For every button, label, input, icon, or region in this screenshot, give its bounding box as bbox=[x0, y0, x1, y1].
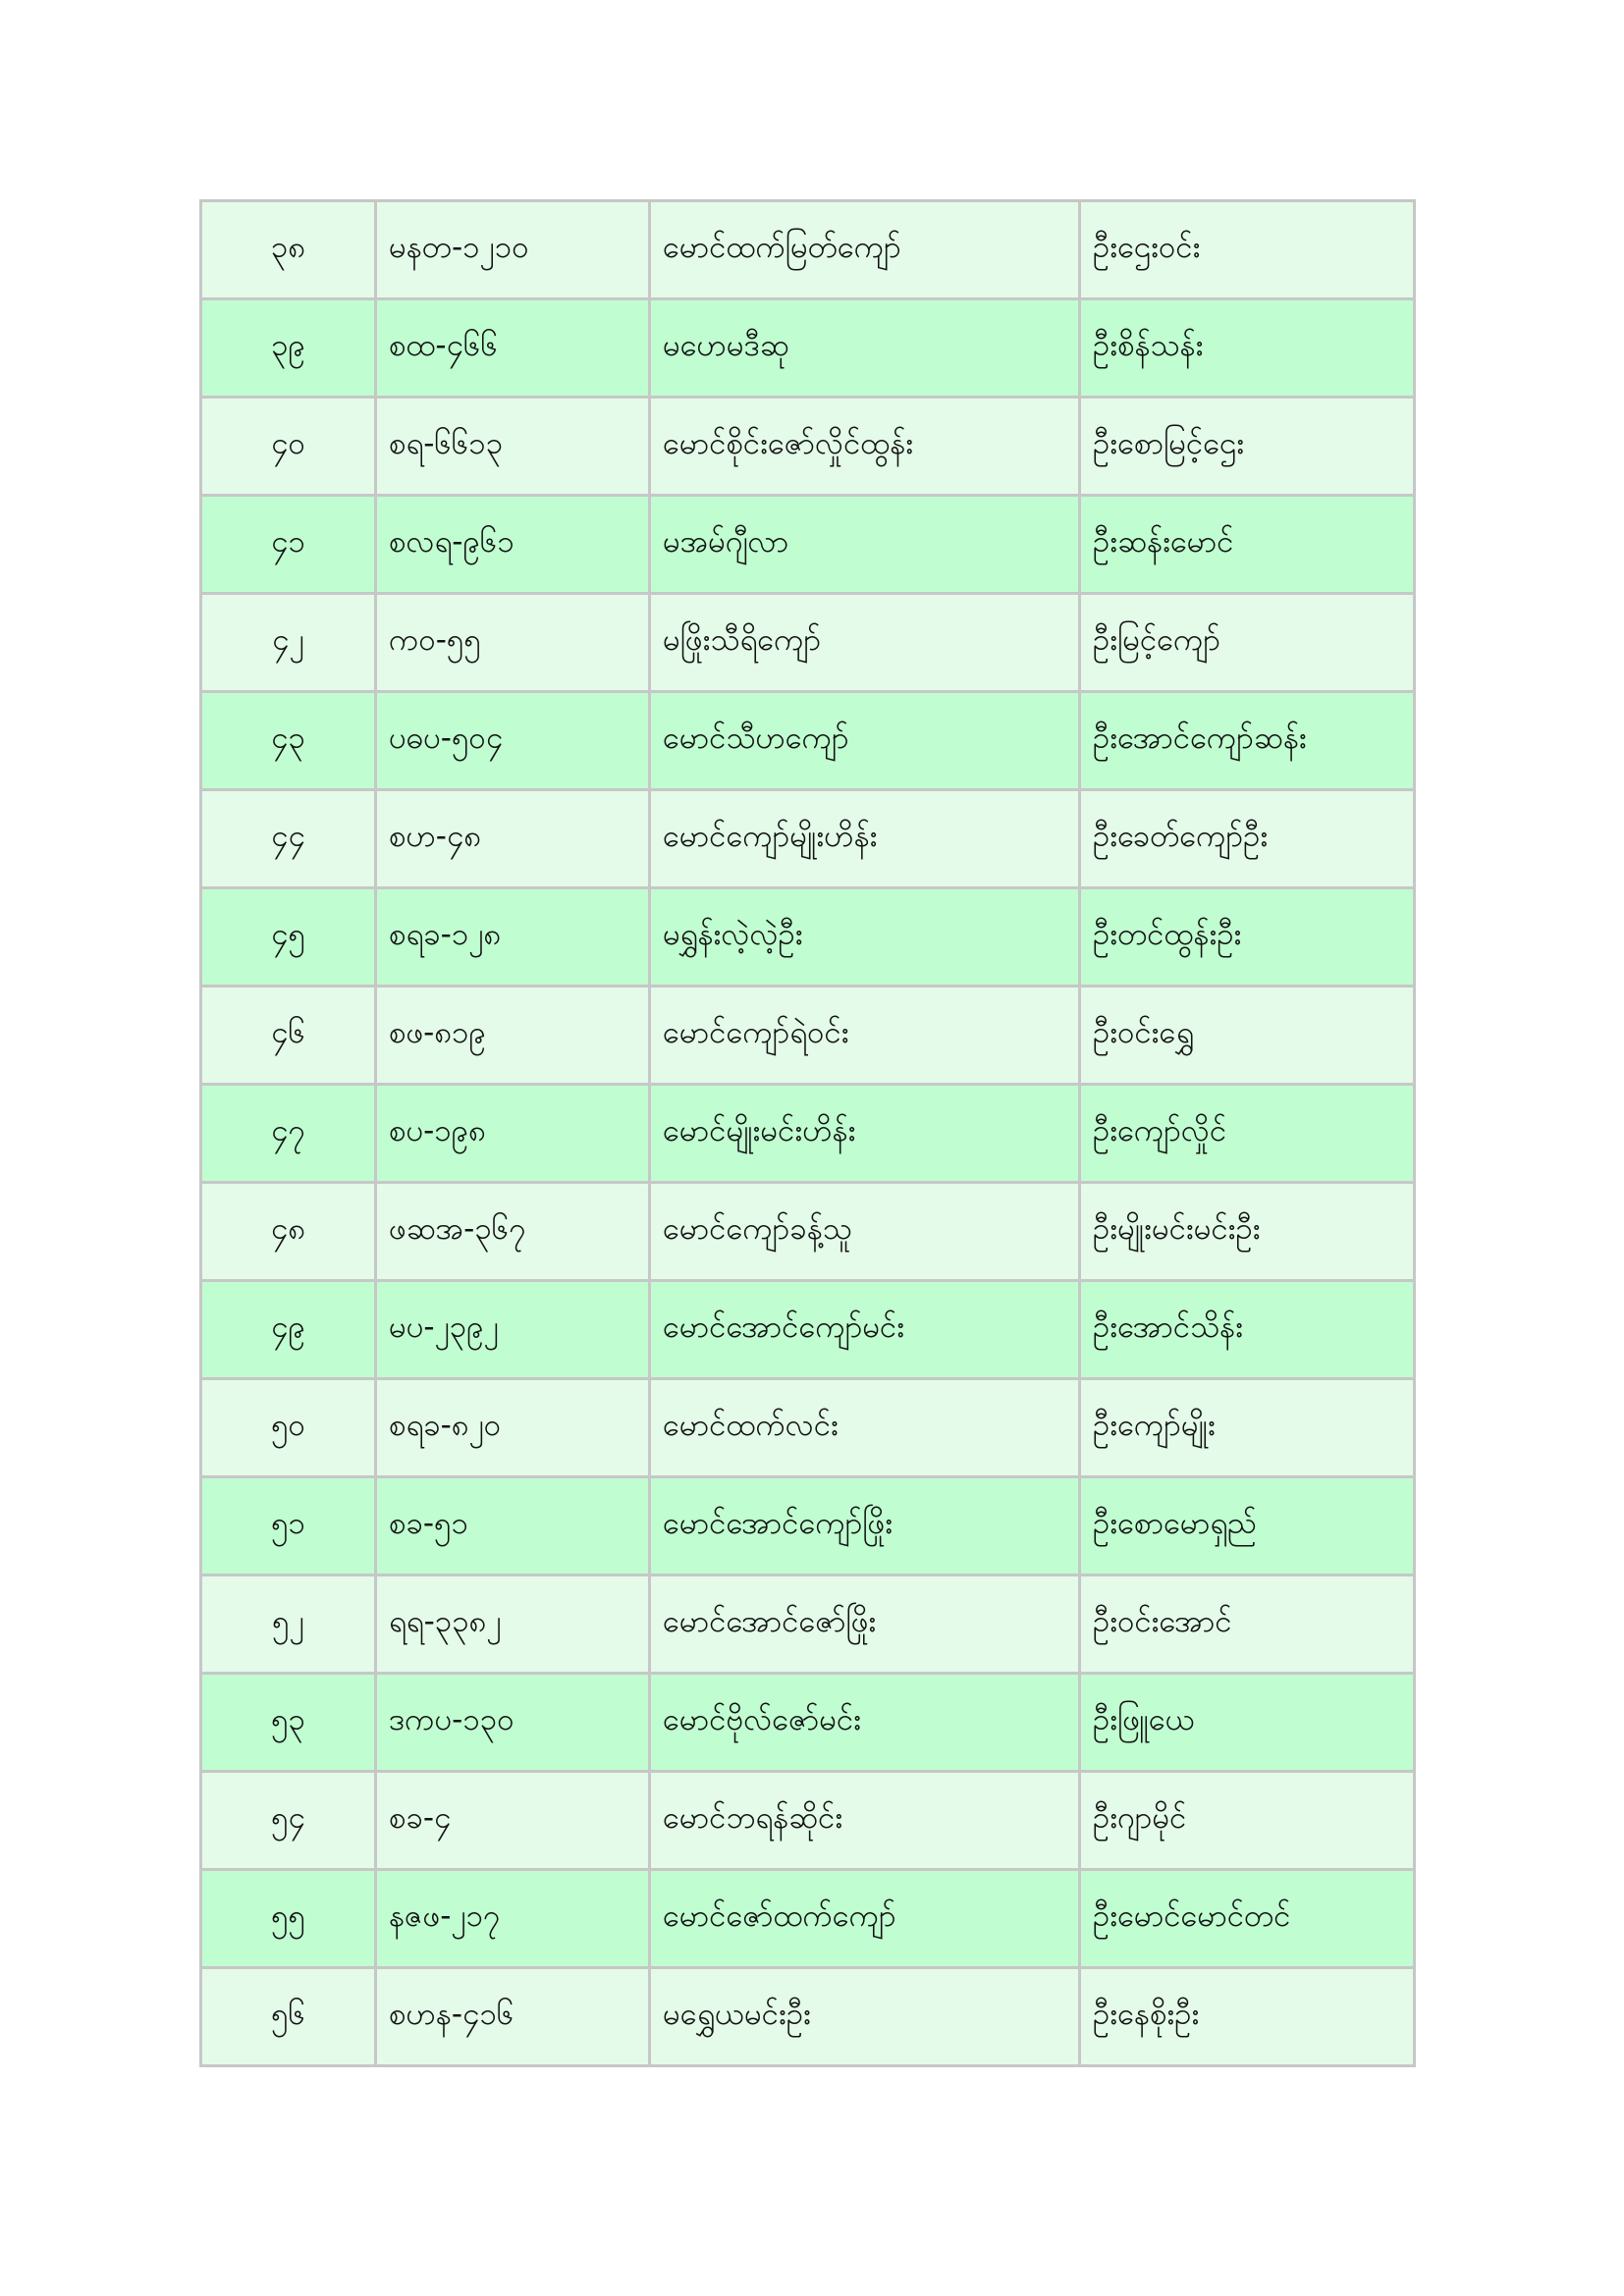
roster-body bbox=[201, 201, 1415, 2066]
table-row bbox=[201, 888, 1415, 987]
serial-number-cell: ၅၀ bbox=[201, 1379, 376, 1477]
serial-number-cell: ၅၂ bbox=[201, 1575, 376, 1674]
table-row bbox=[201, 496, 1415, 594]
registration-number-cell: စခ-၅၁ bbox=[376, 1477, 650, 1575]
father-name-cell: ဦးအောင်သိန်း bbox=[1080, 1281, 1415, 1379]
father-name-cell: ဦးစောမြင့်ဌေး bbox=[1080, 398, 1415, 496]
serial-number-cell: ၄၀ bbox=[201, 398, 376, 496]
registration-number-cell: မပ-၂၃၉၂ bbox=[376, 1281, 650, 1379]
father-name-cell: ဦးမျိုးမင်းမင်းဦး bbox=[1080, 1183, 1415, 1281]
table-row bbox=[201, 1379, 1415, 1477]
student-name-cell: မောင်ကျော်မျိုးဟိန်း bbox=[650, 790, 1080, 888]
father-name-cell: ဦးဆန်းမောင် bbox=[1080, 496, 1415, 594]
student-name-cell: မောင်ဘရန်ဆိုင်း bbox=[650, 1772, 1080, 1870]
table-row bbox=[201, 790, 1415, 888]
serial-number-cell: ၄၅ bbox=[201, 888, 376, 987]
father-name-cell: ဦးဝင်းအောင် bbox=[1080, 1575, 1415, 1674]
serial-number-cell: ၃၉ bbox=[201, 299, 376, 398]
serial-number-cell: ၄၉ bbox=[201, 1281, 376, 1379]
serial-number-cell: ၃၈ bbox=[201, 201, 376, 299]
student-name-cell: မဟေမဒီဆု bbox=[650, 299, 1080, 398]
serial-number-cell: ၄၃ bbox=[201, 692, 376, 790]
student-name-cell: မောင်ထက်လင်း bbox=[650, 1379, 1080, 1477]
father-name-cell: ဦးအောင်ကျော်ဆန်း bbox=[1080, 692, 1415, 790]
student-name-cell: မောင်ဇော်ထက်ကျော် bbox=[650, 1870, 1080, 1968]
father-name-cell: ဦးကျော်လှိုင် bbox=[1080, 1085, 1415, 1183]
father-name-cell: ဦးကျော်မျိုး bbox=[1080, 1379, 1415, 1477]
serial-number-cell: ၄၇ bbox=[201, 1085, 376, 1183]
serial-number-cell: ၅၁ bbox=[201, 1477, 376, 1575]
father-name-cell: ဦးဂျာမိုင် bbox=[1080, 1772, 1415, 1870]
table-row bbox=[201, 1477, 1415, 1575]
student-name-cell: မောင်အောင်ဇော်ဖြိုး bbox=[650, 1575, 1080, 1674]
student-name-cell: မရွှေယမင်းဦး bbox=[650, 1968, 1080, 2066]
table-row bbox=[201, 1870, 1415, 1968]
serial-number-cell: ၅၃ bbox=[201, 1674, 376, 1772]
father-name-cell: ဦးစောမောရှည် bbox=[1080, 1477, 1415, 1575]
student-name-cell: မဖြိုးသီရိကျော် bbox=[650, 594, 1080, 692]
serial-number-cell: ၄၄ bbox=[201, 790, 376, 888]
serial-number-cell: ၄၂ bbox=[201, 594, 376, 692]
table-row bbox=[201, 1183, 1415, 1281]
student-name-cell: မောင်မျိုးမင်းဟိန်း bbox=[650, 1085, 1080, 1183]
table-row bbox=[201, 299, 1415, 398]
registration-number-cell: စဟ-၄၈ bbox=[376, 790, 650, 888]
registration-number-cell: စဟန-၄၁၆ bbox=[376, 1968, 650, 2066]
registration-number-cell: ဒကပ-၁၃၀ bbox=[376, 1674, 650, 1772]
registration-number-cell: စရ-၆၆၁၃ bbox=[376, 398, 650, 496]
registration-number-cell: စပ-၁၉၈ bbox=[376, 1085, 650, 1183]
serial-number-cell: ၅၄ bbox=[201, 1772, 376, 1870]
table-row bbox=[201, 1772, 1415, 1870]
registration-number-cell: ပဓပ-၅၀၄ bbox=[376, 692, 650, 790]
student-name-cell: မရွှန်းလဲ့လဲ့ဦး bbox=[650, 888, 1080, 987]
registration-number-cell: ဖဆအ-၃၆၇ bbox=[376, 1183, 650, 1281]
registration-number-cell: စလရ-၉၆၁ bbox=[376, 496, 650, 594]
serial-number-cell: ၄၆ bbox=[201, 987, 376, 1085]
father-name-cell: ဦးမြင့်ကျော် bbox=[1080, 594, 1415, 692]
table-row bbox=[201, 594, 1415, 692]
student-name-cell: မောင်ထက်မြတ်ကျော် bbox=[650, 201, 1080, 299]
student-name-cell: မောင်သီဟကျော် bbox=[650, 692, 1080, 790]
registration-number-cell: ကဝ-၅၅ bbox=[376, 594, 650, 692]
registration-number-cell: နဇဖ-၂၁၇ bbox=[376, 1870, 650, 1968]
registration-number-cell: စထ-၄၆၆ bbox=[376, 299, 650, 398]
table-row bbox=[201, 987, 1415, 1085]
table-row bbox=[201, 1085, 1415, 1183]
serial-number-cell: ၅၆ bbox=[201, 1968, 376, 2066]
student-name-cell: မအမ်ဂျီလာ bbox=[650, 496, 1080, 594]
father-name-cell: ဦးခေတ်ကျော်ဦး bbox=[1080, 790, 1415, 888]
registration-number-cell: ရရ-၃၃၈၂ bbox=[376, 1575, 650, 1674]
serial-number-cell: ၄၈ bbox=[201, 1183, 376, 1281]
student-name-cell: မောင်အောင်ကျော်မင်း bbox=[650, 1281, 1080, 1379]
table-row bbox=[201, 1575, 1415, 1674]
father-name-cell: ဦးစိန်သန်း bbox=[1080, 299, 1415, 398]
table-row bbox=[201, 1968, 1415, 2066]
student-name-cell: မောင်ဗိုလ်ဇော်မင်း bbox=[650, 1674, 1080, 1772]
registration-number-cell: စဖ-၈၁၉ bbox=[376, 987, 650, 1085]
father-name-cell: ဦးဌေးဝင်း bbox=[1080, 201, 1415, 299]
student-name-cell: မောင်ကျော်ရဲဝင်း bbox=[650, 987, 1080, 1085]
registration-number-cell: စရခ-၁၂၈ bbox=[376, 888, 650, 987]
table-row bbox=[201, 201, 1415, 299]
serial-number-cell: ၄၁ bbox=[201, 496, 376, 594]
student-name-cell: မောင်အောင်ကျော်ဖြိုး bbox=[650, 1477, 1080, 1575]
student-roster-table bbox=[199, 199, 1416, 2067]
father-name-cell: ဦးဖြူယေ bbox=[1080, 1674, 1415, 1772]
father-name-cell: ဦးမောင်မောင်တင် bbox=[1080, 1870, 1415, 1968]
serial-number-cell: ၅၅ bbox=[201, 1870, 376, 1968]
student-name-cell: မောင်စိုင်းဇော်လှိုင်ထွန်း bbox=[650, 398, 1080, 496]
registration-number-cell: စရခ-၈၂၀ bbox=[376, 1379, 650, 1477]
table-row bbox=[201, 1281, 1415, 1379]
table-row bbox=[201, 398, 1415, 496]
table-row bbox=[201, 692, 1415, 790]
father-name-cell: ဦးတင်ထွန်းဦး bbox=[1080, 888, 1415, 987]
father-name-cell: ဦးဝင်းရွှေ bbox=[1080, 987, 1415, 1085]
registration-number-cell: မနတ-၁၂၁၀ bbox=[376, 201, 650, 299]
registration-number-cell: စခ-၄ bbox=[376, 1772, 650, 1870]
father-name-cell: ဦးနေစိုးဦး bbox=[1080, 1968, 1415, 2066]
student-name-cell: မောင်ကျော်ခန့်သူ bbox=[650, 1183, 1080, 1281]
table-row bbox=[201, 1674, 1415, 1772]
